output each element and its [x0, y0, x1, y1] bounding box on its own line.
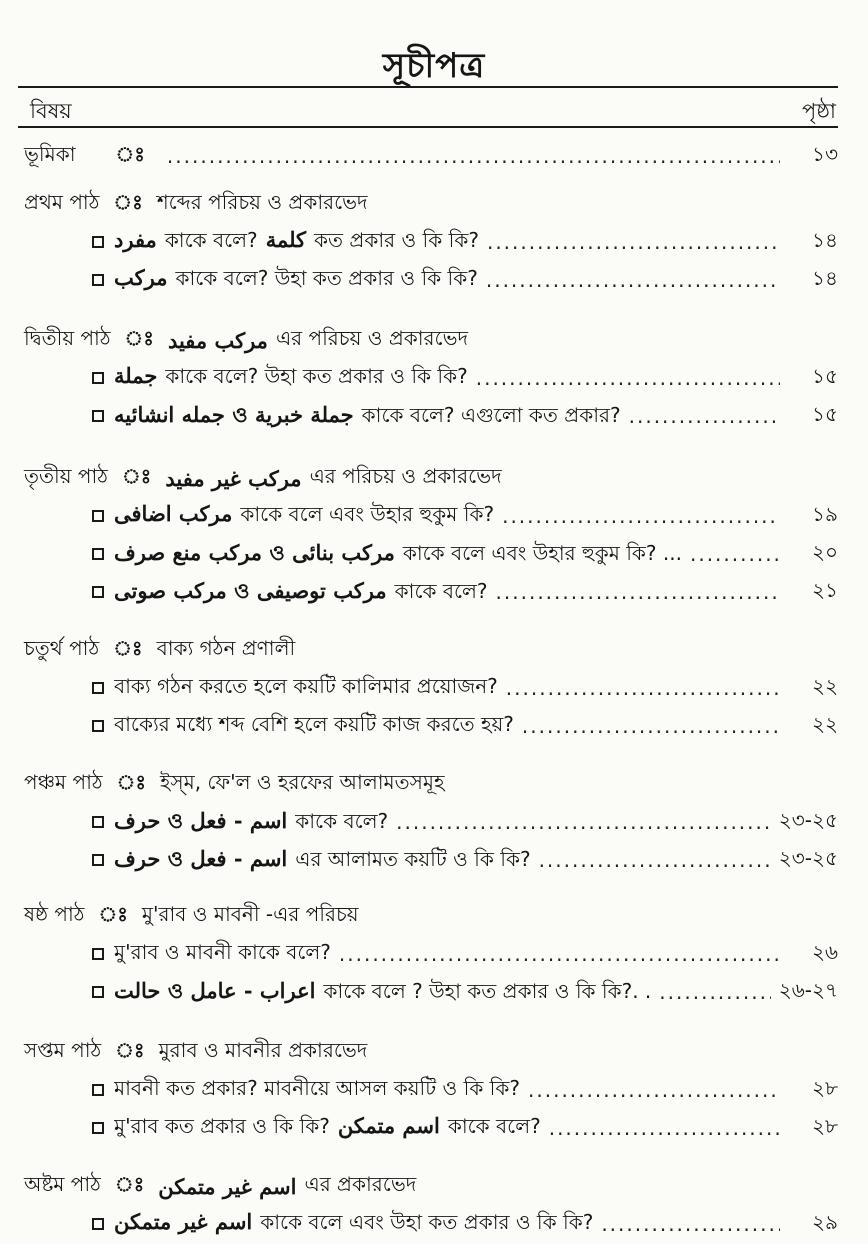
section-arabic-term: مركب غير مفيد: [165, 465, 302, 491]
page-number: ২৬-২৭: [778, 977, 838, 1002]
entry-text: [114, 226, 479, 259]
page-number: ২১: [812, 577, 838, 602]
section-colon: ঃ: [121, 463, 152, 488]
section-label: সপ্তম পাঠ: [24, 1037, 102, 1062]
section-heading[interactable]: [0, 322, 868, 358]
entry-text: [114, 843, 531, 878]
toc-entry[interactable]: [0, 1206, 868, 1242]
entry-question: মু'রাব কত প্রকার ও কি কি?: [114, 1113, 330, 1138]
entry-text: [114, 975, 651, 1010]
section-label: ষষ্ঠ পাঠ: [24, 901, 85, 926]
section-colon: ঃ: [114, 1171, 145, 1196]
entry-text: [114, 710, 514, 743]
entry-arabic-term: مركب بنائى ও مركب منع صرف: [114, 539, 395, 565]
section-arabic-term: مركب مفيد: [167, 327, 268, 353]
toc-entry[interactable]: [0, 574, 868, 610]
checkbox-icon: [92, 548, 104, 560]
section-colon: ঃ: [116, 769, 146, 794]
checkbox-icon: [92, 720, 104, 732]
section-label: অষ্টম পাঠ: [24, 1171, 101, 1196]
section-title: এর পরিচয় ও প্রকারভেদ: [309, 463, 502, 488]
toc-entry[interactable]: [0, 936, 868, 972]
page-number: ১৪: [812, 227, 838, 252]
header-rule: [18, 126, 838, 128]
toc-entry[interactable]: [0, 262, 868, 298]
entry-question: কাকে বলে ? উহা কত প্রকার ও কি কি?. .: [323, 978, 652, 1003]
entry-question: বাক্যের মধ্যে শব্দ বেশি হলে কয়টি কাজ করতে হয়?: [114, 711, 514, 736]
entry-text: [114, 399, 621, 434]
entry-arabic-term: مركب اضافى: [114, 500, 233, 526]
entry-question: কাকে বলে? উহা কত প্রকার ও কি কি?: [175, 265, 478, 290]
entry-text: [114, 672, 498, 705]
section-label: পঞ্চম পাঠ: [24, 769, 103, 794]
section-heading[interactable]: [0, 1168, 868, 1204]
entry-question: বাক্য গঠন করতে হলে কয়টি কালিমার প্রয়োজন?: [114, 673, 498, 698]
leader-dots: [396, 810, 771, 834]
entry-arabic-term: جملة: [114, 362, 158, 388]
entry-text: [114, 938, 331, 971]
intro-label: ভূমিকা: [24, 141, 76, 166]
section-title: এর পরিচয় ও প্রকারভেদ: [275, 325, 468, 350]
checkbox-icon: [92, 854, 104, 866]
entry-question: এর আলামত কয়টি ও কি কি?: [295, 846, 531, 871]
leader-dots: [476, 366, 780, 390]
checkbox-icon: [92, 1218, 104, 1230]
leader-dots: [496, 580, 780, 604]
entry-text: [114, 264, 478, 297]
leader-dots: [659, 980, 770, 1004]
entry-text: [114, 805, 388, 840]
toc-entry[interactable]: [0, 842, 868, 878]
checkbox-icon: [92, 816, 104, 828]
header-page: পৃষ্ঠা: [801, 99, 836, 123]
page-number: ২৮: [812, 1075, 838, 1100]
section-title: বাক্য গঠন প্রণালী: [156, 635, 296, 660]
entry-question: কাকে বলে এবং উহার হুকুম কি?: [240, 501, 495, 526]
section-title: মু'রাব ও মাবনী -এর পরিচয়: [141, 901, 359, 926]
page-number: ২৬: [811, 939, 838, 964]
entry-text: [114, 362, 468, 395]
section-label: দ্বিতীয় পাঠ: [24, 325, 111, 350]
leader-dots: [528, 1078, 780, 1102]
toc-entry[interactable]: [0, 1110, 868, 1146]
checkbox-icon: [92, 236, 104, 248]
entry-text: [114, 500, 494, 533]
entry-question: কাকে বলে? এগুলো কত প্রকার?: [361, 402, 621, 427]
section-colon: ঃ: [115, 1037, 145, 1062]
toc-entry[interactable]: [0, 670, 868, 706]
entry-question: মাবনী কত প্রকার? মাবনীয়ে আসল কয়টি ও কি কি?: [114, 1075, 521, 1100]
page-number: ২০: [811, 539, 838, 564]
checkbox-icon: [92, 586, 104, 598]
entry-question-cont: কত প্রকার ও কি কি?: [314, 227, 479, 252]
entry-text: [114, 1074, 520, 1107]
leader-dots: [487, 230, 780, 254]
leader-dots: [506, 676, 780, 700]
entry-question: কাকে বলে? উহা কত প্রকার ও কি কি?: [165, 363, 468, 388]
page-number: ২২: [811, 673, 838, 698]
intro-colon: ঃ: [115, 141, 145, 166]
entry-question: কাকে বলে?: [394, 578, 488, 603]
page-number: ১৪: [812, 265, 838, 290]
toc-entry[interactable]: [0, 224, 868, 260]
section-label: প্রথম পাঠ: [24, 189, 100, 214]
section-title: ইস্‌ম, ফে'ল ও হরফের আলামতসমূহ: [159, 769, 445, 794]
section-heading[interactable]: [0, 460, 868, 496]
toc-entry[interactable]: [0, 398, 868, 434]
toc-entry[interactable]: [0, 1072, 868, 1108]
checkbox-icon: [92, 510, 104, 522]
entry-question-cont: কাকে বলে?: [447, 1113, 541, 1138]
section-heading[interactable]: [0, 186, 868, 222]
page-number: ২৯: [812, 1209, 838, 1234]
checkbox-icon: [92, 1122, 104, 1134]
leader-dots: [522, 714, 780, 738]
entry-text: [114, 537, 682, 572]
page-number: ১৫: [812, 401, 838, 426]
section-label: চতুর্থ পাঠ: [24, 635, 100, 660]
toc-entry[interactable]: [0, 804, 868, 840]
entry-question: কাকে বলে?: [164, 227, 258, 252]
entry-question: কাকে বলে এবং উহার হুকুম কি? ...: [402, 540, 682, 565]
entry-question: কাকে বলে?: [295, 808, 389, 833]
leader-dots: [690, 542, 780, 566]
toc-entry[interactable]: [0, 708, 868, 744]
entry-arabic-term: مركب توصيفى ও مركب صوتى: [114, 577, 387, 603]
section-heading[interactable]: [0, 766, 868, 802]
toc-entry-intro[interactable]: [0, 138, 868, 174]
entry-arabic-term: اسم غير متمكن: [114, 1208, 253, 1234]
leader-dots: [629, 404, 780, 428]
section-heading[interactable]: [0, 1034, 868, 1070]
checkbox-icon: [92, 986, 104, 998]
entry-question: কাকে বলে এবং উহা কত প্রকার ও কি কি?: [260, 1209, 594, 1234]
section-title: শব্দের পরিচয় ও প্রকারভেদ: [156, 189, 368, 214]
page-number: ১৩: [812, 141, 838, 166]
leader-dots: [601, 1212, 780, 1236]
section-arabic-term: اسم غير متمكن: [158, 1173, 297, 1199]
entry-arabic-term: اسم - فعل ও حرف: [114, 845, 288, 871]
entry-arabic-term: كلمة: [265, 226, 307, 252]
page-number: ১৯: [812, 501, 838, 526]
section-title: মুরাব ও মাবনীর প্রকারভেদ: [158, 1037, 368, 1062]
header-subject: বিষয়: [30, 99, 72, 123]
entry-arabic-term: مركب: [114, 264, 168, 290]
checkbox-icon: [92, 372, 104, 384]
toc-entry[interactable]: [0, 360, 868, 396]
section-colon: ঃ: [113, 635, 143, 660]
checkbox-icon: [92, 410, 104, 422]
leader-dots: [539, 848, 771, 872]
leader-dots: [502, 504, 780, 528]
section-title: এর প্রকারভেদ: [304, 1171, 417, 1196]
leader-dots: [339, 942, 780, 966]
top-rule: [18, 86, 838, 88]
section-heading[interactable]: [0, 898, 868, 934]
toc-entry[interactable]: [0, 498, 868, 534]
page-number: ২৩-২৫: [778, 845, 838, 870]
checkbox-icon: [92, 948, 104, 960]
entry-arabic-term: جملة خبرية ও جمله انشائيه: [114, 401, 354, 427]
checkbox-icon: [92, 1084, 104, 1096]
entry-arabic-term: اسم - فعل ও حرف: [114, 807, 288, 833]
page-number: ২৮: [812, 1113, 838, 1138]
toc-entry[interactable]: [0, 974, 868, 1010]
leader-dots: [167, 144, 780, 168]
leader-dots: [549, 1116, 780, 1140]
page-number: ২৩-২৫: [778, 807, 838, 832]
leader-dots: [486, 268, 780, 292]
entry-text: [114, 1112, 541, 1145]
entry-arabic-term: اعراب - عامل ও حالت: [114, 977, 316, 1003]
page-number: ১৫: [812, 363, 838, 388]
entry-text: [114, 575, 488, 610]
entry-arabic-term: مفرد: [114, 226, 157, 252]
checkbox-icon: [92, 682, 104, 694]
section-colon: ঃ: [124, 325, 154, 350]
checkbox-icon: [92, 274, 104, 286]
entry-arabic-term: اسم متمكن: [337, 1112, 440, 1138]
section-colon: ঃ: [98, 901, 128, 926]
entry-text: [114, 1208, 593, 1241]
page-number: ২২: [811, 711, 838, 736]
page-title: সূচীপত্র: [382, 46, 486, 86]
section-colon: ঃ: [113, 189, 143, 214]
section-label: তৃতীয় পাঠ: [24, 463, 108, 488]
entry-question: মু'রাব ও মাবনী কাকে বলে?: [114, 939, 331, 964]
toc-entry[interactable]: [0, 536, 868, 572]
section-heading[interactable]: [0, 632, 868, 668]
